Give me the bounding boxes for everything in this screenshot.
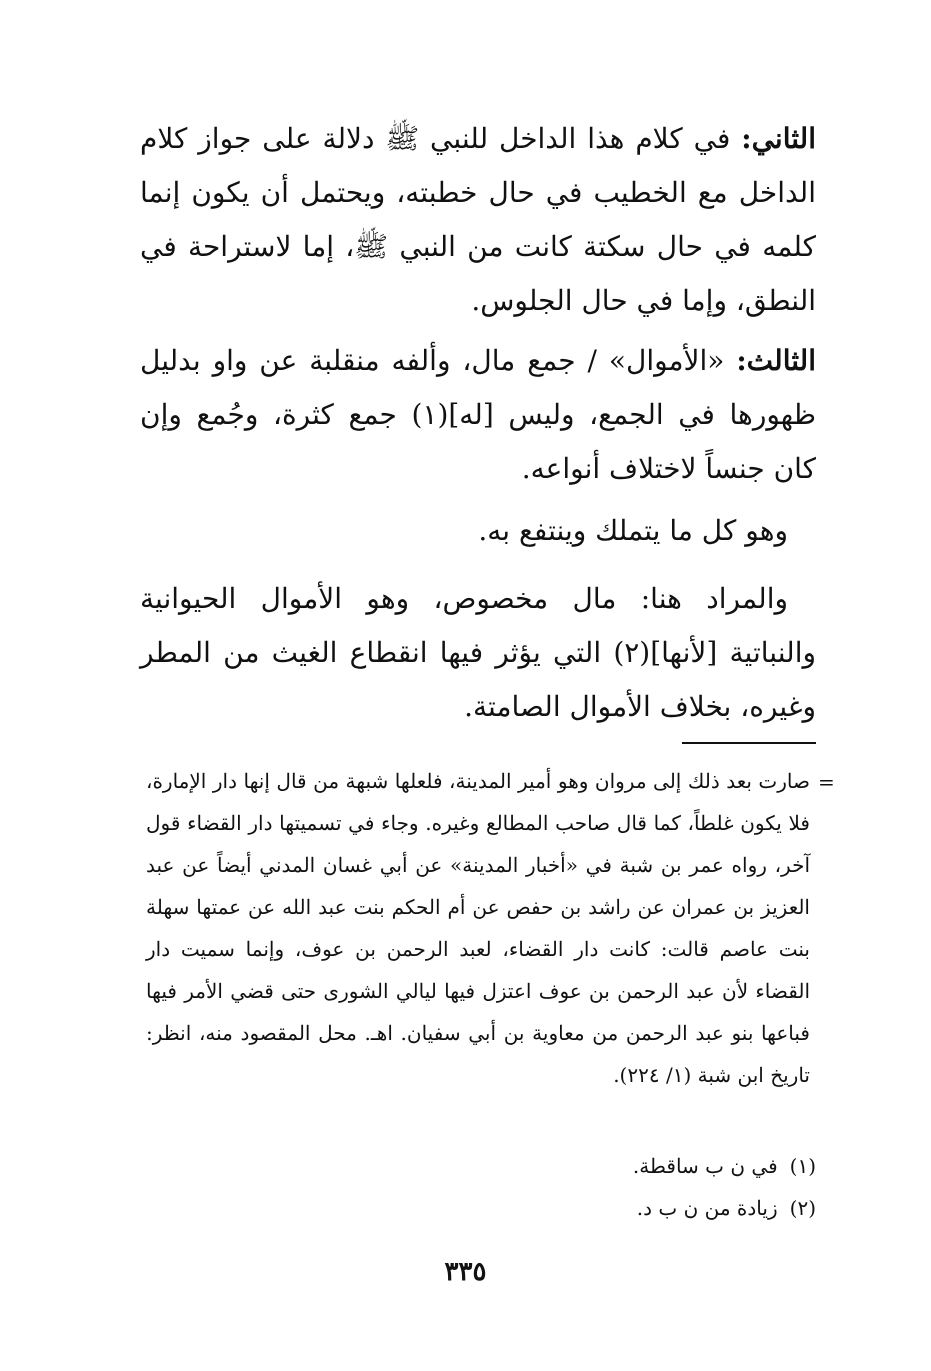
paragraph-third-point bbox=[140, 334, 816, 496]
footnote-text: زيادة من ن ب د. bbox=[636, 1196, 778, 1220]
footnote-number: (١) bbox=[789, 1154, 816, 1178]
paragraph-definition: وهو كل ما يتملك وينتفع به. bbox=[478, 514, 788, 547]
paragraph-meaning: والمراد هنا: مال مخصوص، وهو الأموال الحيوانية والنباتية [لأنها](٢) التي يؤثر فيها انقطاع الغيث من المطر وغيره، بخلاف الأموال الصامتة. bbox=[140, 582, 816, 723]
paragraph-body: في كلام هذا الداخل للنبي ﷺ دلالة على جواز كلام الداخل مع الخطيب في حال خطبته، ويحتمل أن يكون إنما كلمه في حال سكتة كانت من النبي ﷺ، إما لاستراحة في النطق، وإما في حال الجلوس. bbox=[140, 122, 816, 317]
paragraph-lead: الثاني: bbox=[741, 122, 816, 155]
footnote-number: (٢) bbox=[789, 1196, 816, 1220]
footnote-1 bbox=[146, 1146, 816, 1186]
footnote-2 bbox=[146, 1188, 816, 1228]
paragraph-body: «الأموال» / جمع مال، وألفه منقلبة عن واو بدليل ظهورها في الجمع، وليس [له](١) جمع كثرة، وجُمع وإن كان جنساً لاختلاف أنواعه. bbox=[140, 344, 816, 485]
page-number: ٣٣٥ bbox=[444, 1257, 487, 1287]
paragraph-lead: الثالث: bbox=[736, 344, 816, 377]
footnote-separator bbox=[682, 742, 816, 744]
footnote-text: في ن ب ساقطة. bbox=[632, 1154, 778, 1178]
footnote-continuation-mark: = bbox=[818, 770, 835, 794]
paragraph-second-point bbox=[140, 112, 816, 328]
footnote-continuation: صارت بعد ذلك إلى مروان وهو أمير المدينة، فلعلها شبهة من قال إنها دار الإمارة، فلا يكون غلطاً، كما قال صاحب المطالع وغيره. وجاء في تسميتها دار القضاء قول آخر، رواه عمر بن شبة في «أخبار المدينة» عن أبي غسان المدني أيضاً عن عبد العزيز بن عمران عن راشد بن حفص عن أم الحكم بنت عبد الله عن عمتها سهلة بنت عاصم قالت: كانت دار القضاء، لعبد الرحمن بن عوف، وإنما سميت دار القضاء لأن عبد الرحمن بن عوف اعتزل فيها ليالي الشورى حتى قضي الأمر فيها فباعها بنو عبد الرحمن من معاوية بن أبي سفيان. اهـ. محل المقصود منه، انظر: تاريخ ابن شبة (١/ ٢٢٤). bbox=[146, 769, 810, 1087]
